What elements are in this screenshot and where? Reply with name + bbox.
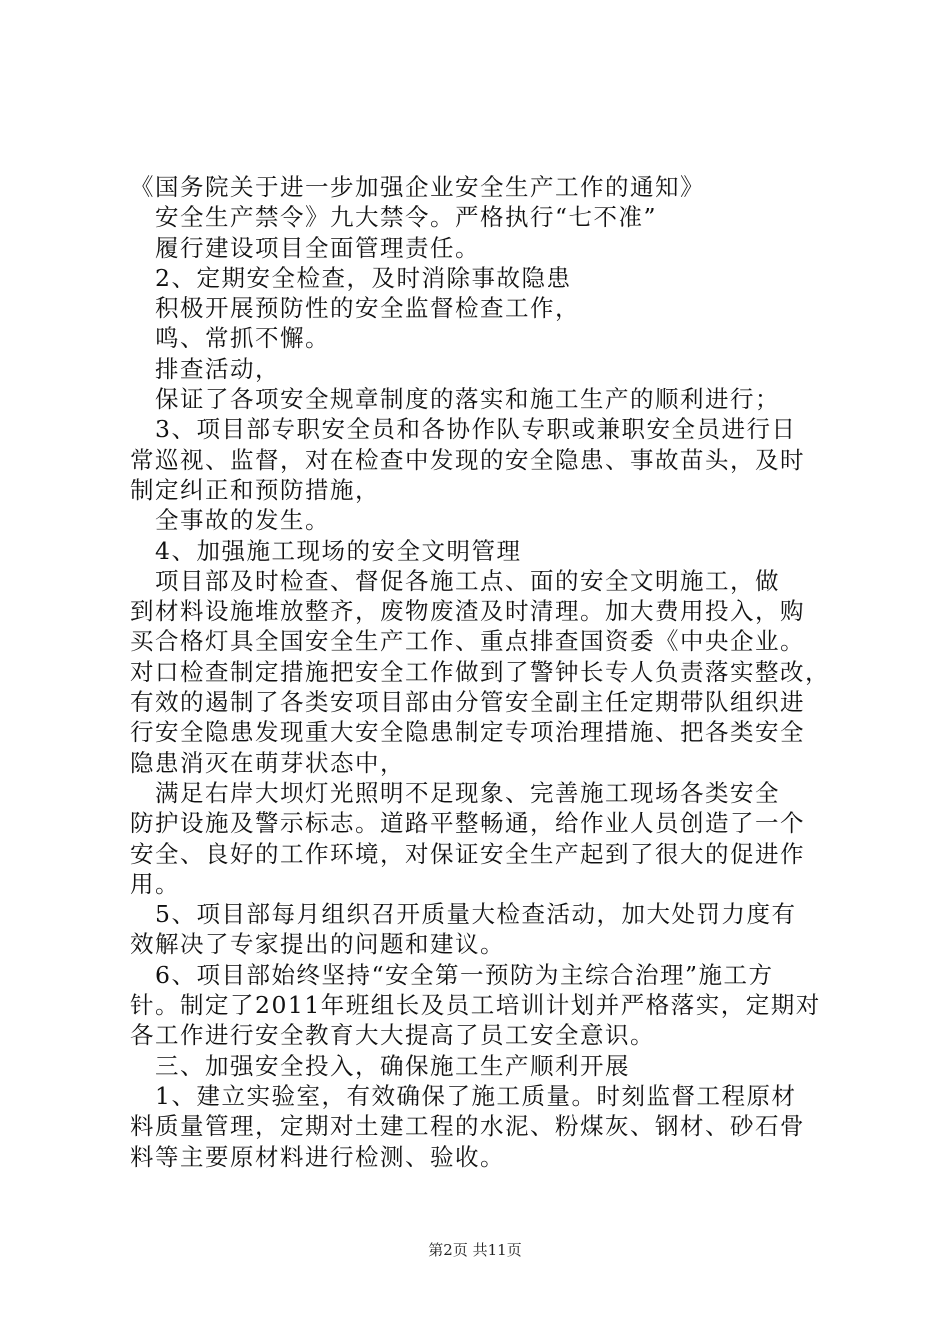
text-line: 《国务院关于进一步加强企业安全生产工作的通知》 xyxy=(130,173,705,201)
text-line: 1、建立实验室，有效确保了施工质量。时刻监督工程原材 xyxy=(130,1081,797,1110)
text-line: 对口检查制定措施把安全工作做到了警钟长专人负责落实整改， xyxy=(130,657,830,686)
text-line: 料质量管理，定期对土建工程的水泥、粉煤灰、钢材、砂石骨 xyxy=(130,1112,805,1141)
text-line: 防护设施及警示标志。道路平整畅通，给作业人员创造了一个 xyxy=(130,809,805,838)
text-line: 安全生产禁令》九大禁令。严格执行“七不准” xyxy=(130,203,658,232)
text-line: 三、加强安全投入，确保施工生产顺利开展 xyxy=(130,1051,630,1080)
text-line: 到材料设施堆放整齐，废物废渣及时清理。加大费用投入，购 xyxy=(130,597,805,626)
text-line: 2、定期安全检查，及时消除事故隐患 xyxy=(130,263,572,292)
text-line: 常巡视、监督，对在检查中发现的安全隐患、事故苗头，及时 xyxy=(130,445,805,474)
text-line: 保证了各项安全规章制度的落实和施工生产的顺利进行； xyxy=(130,385,780,414)
text-line: 有效的遏制了各类安项目部由分管安全副主任定期带队组织进 xyxy=(130,688,805,717)
text-line: 行安全隐患发现重大安全隐患制定专项治理措施、把各类安全 xyxy=(130,718,805,747)
text-line: 满足右岸大坝灯光照明不足现象、完善施工现场各类安全 xyxy=(130,778,780,807)
text-line: 买合格灯具全国安全生产工作、重点排查国资委《中央企业。 xyxy=(130,627,805,656)
text-line: 安全、良好的工作环境，对保证安全生产起到了很大的促进作 xyxy=(130,839,805,868)
text-line: 履行建设项目全面管理责任。 xyxy=(130,233,480,262)
text-line: 6、项目部始终坚持“安全第一预防为主综合治理”施工方 xyxy=(130,960,774,989)
text-line: 制定纠正和预防措施， xyxy=(130,475,380,504)
text-line: 3、项目部专职安全员和各协作队专职或兼职安全员进行日 xyxy=(130,415,797,444)
text-line: 用。 xyxy=(130,869,180,898)
text-line: 项目部及时检查、督促各施工点、面的安全文明施工，做 xyxy=(130,566,780,595)
text-line: 积极开展预防性的安全监督检查工作， xyxy=(130,294,580,323)
body-text xyxy=(130,172,830,1172)
text-line: 排查活动， xyxy=(130,354,280,383)
text-line: 全事故的发生。 xyxy=(130,506,330,535)
text-line: 料等主要原材料进行检测、验收。 xyxy=(130,1142,505,1171)
text-line: 4、加强施工现场的安全文明管理 xyxy=(130,536,522,565)
text-line: 隐患消灭在萌芽状态中， xyxy=(130,748,405,777)
text-line: 5、项目部每月组织召开质量大检查活动，加大处罚力度有 xyxy=(130,900,797,929)
text-line: 各工作进行安全教育大大提高了员工安全意识。 xyxy=(130,1021,655,1050)
text-line: 鸣、常抓不懈。 xyxy=(130,324,330,353)
page-footer: 第2页 共11页 xyxy=(428,1241,522,1259)
text-line: 针。制定了2011年班组长及员工培训计划并严格落实，定期对 xyxy=(130,991,821,1020)
text-line: 效解决了专家提出的问题和建议。 xyxy=(130,930,505,959)
